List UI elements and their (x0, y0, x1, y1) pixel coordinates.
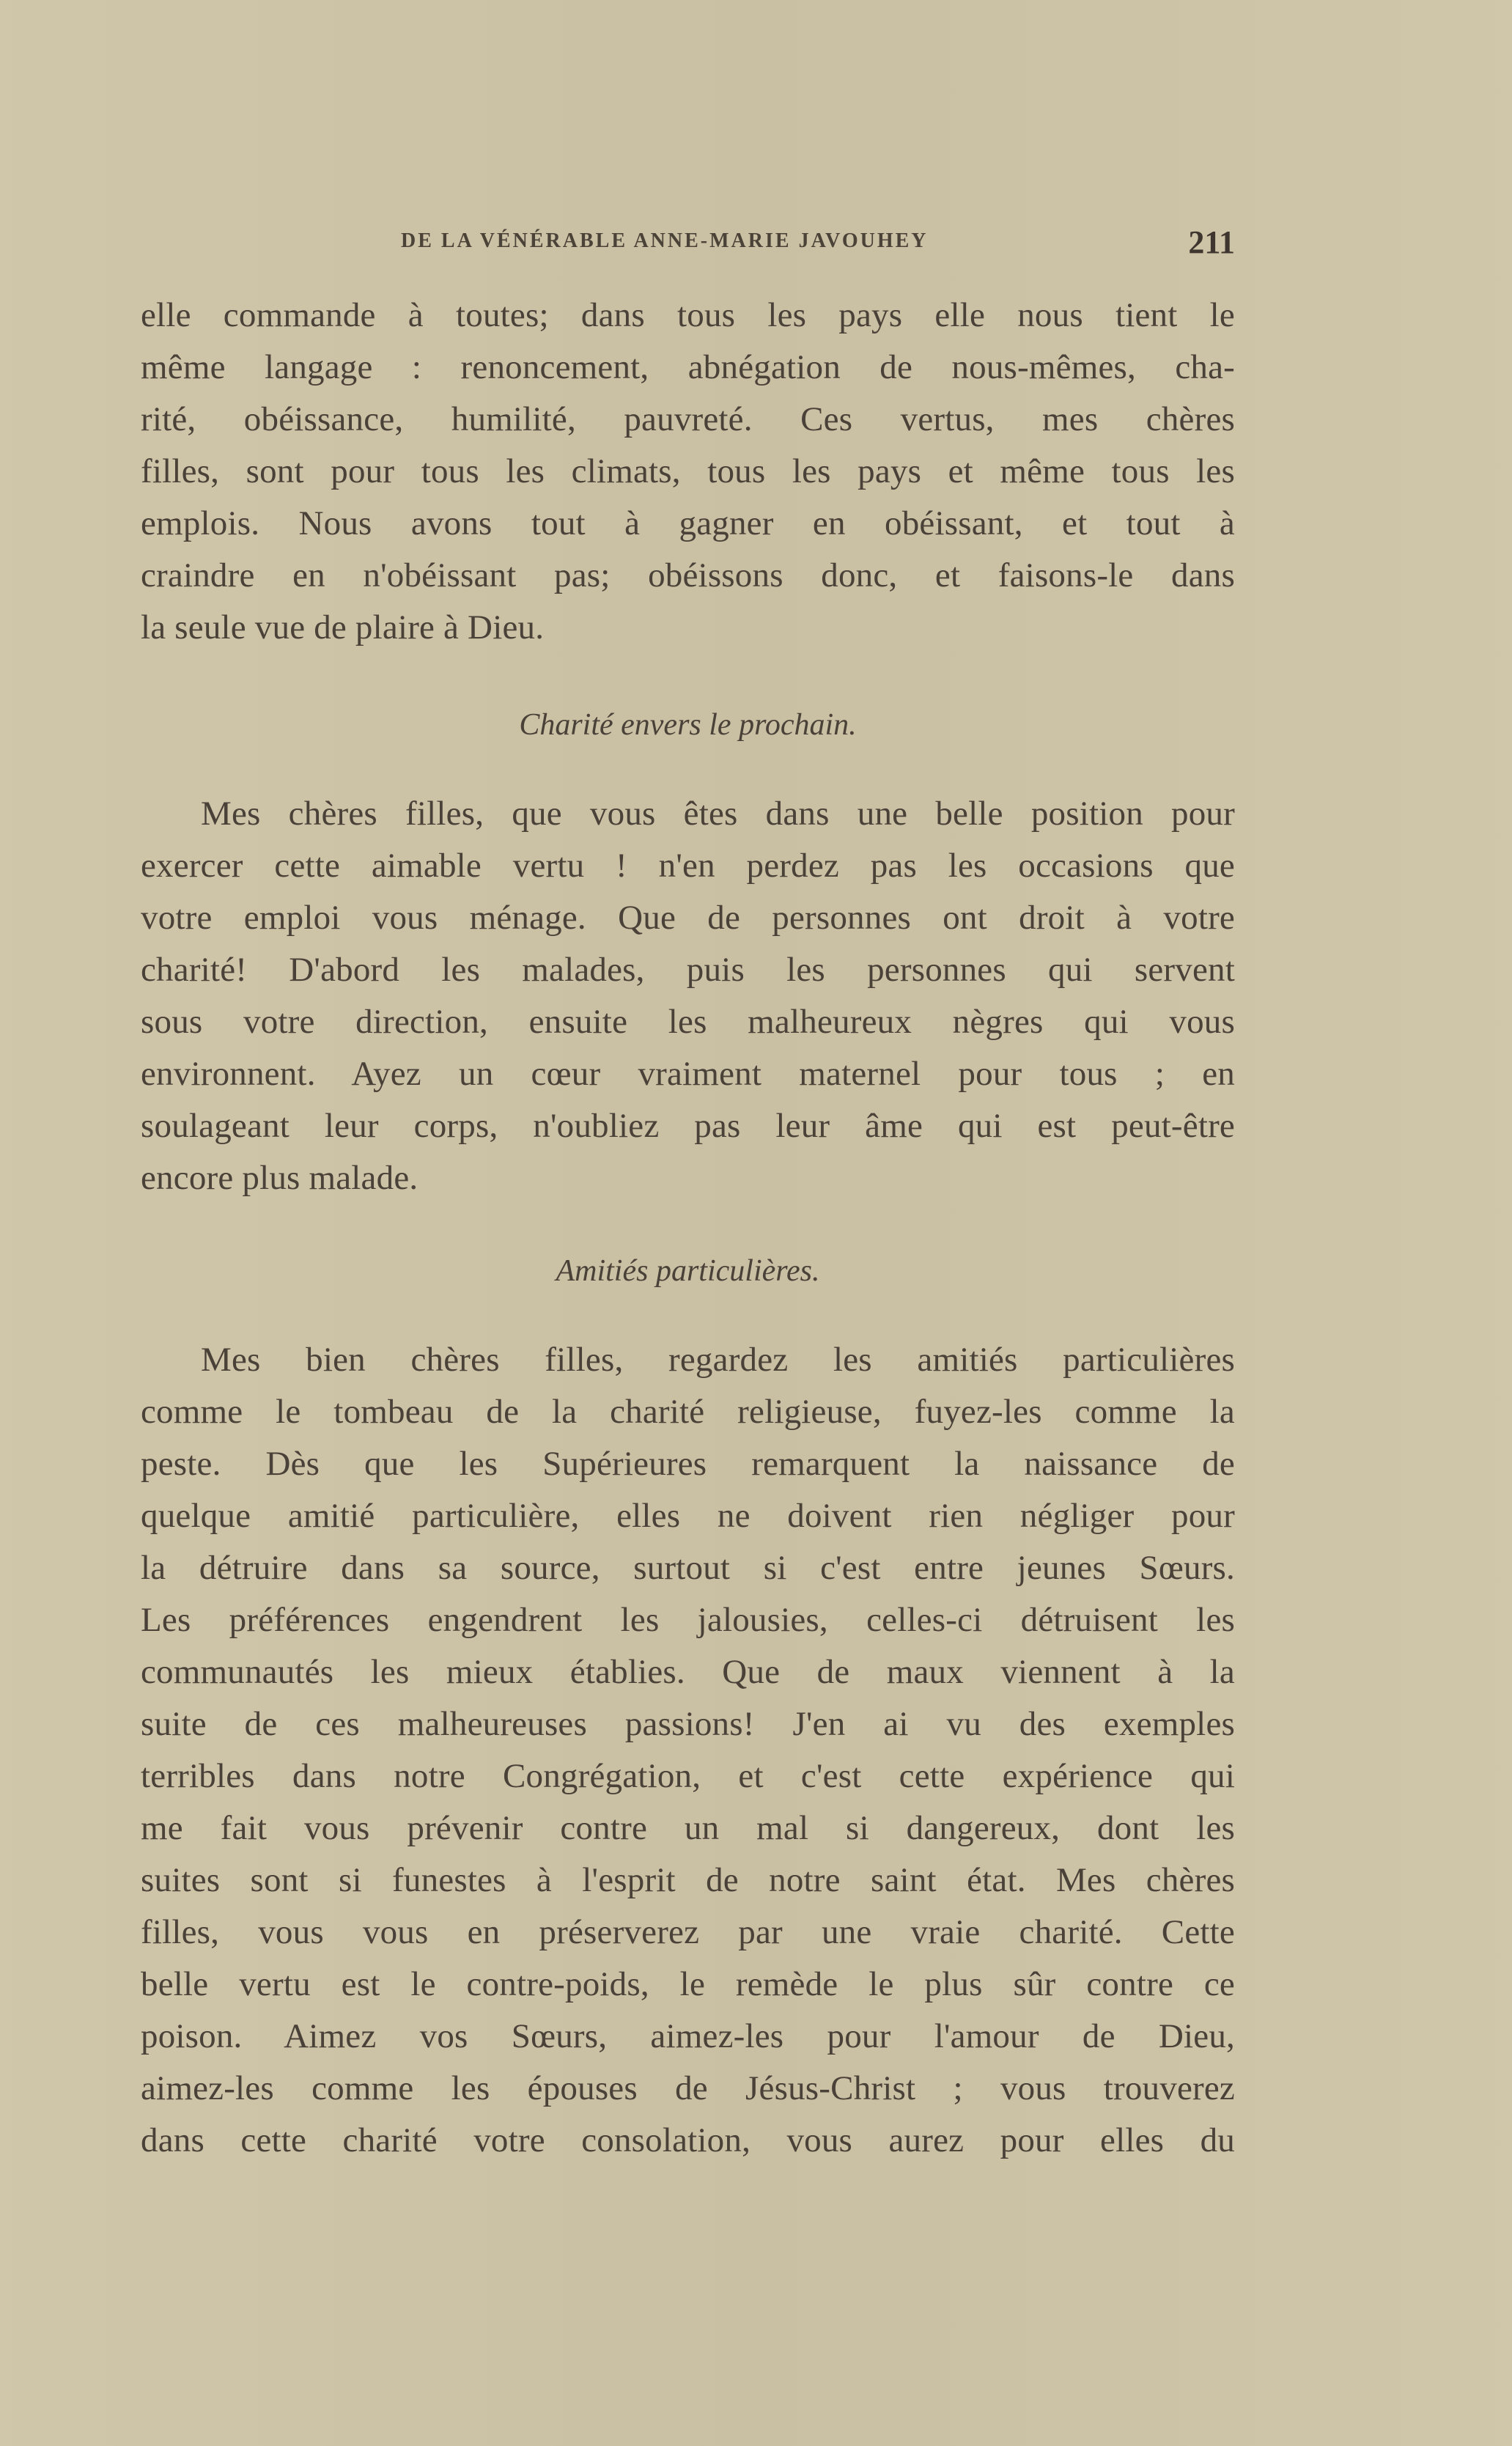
text-line: me fait vous prévenir contre un mal si dangereux, dont les (141, 1809, 1235, 1847)
text-line: filles, sont pour tous les climats, tous les pays et même tous les (141, 452, 1235, 490)
text-line: la détruire dans sa source, surtout si c'est entre jeunes Sœurs. (141, 1549, 1235, 1587)
text-line: belle vertu est le contre-poids, le remède le plus sûr contre ce (141, 1965, 1235, 2003)
section-heading-amities: Amitiés particulières. (556, 1254, 820, 1288)
section-heading-charite: Charité envers le prochain. (519, 708, 857, 742)
text-line: comme le tombeau de la charité religieuse, fuyez-les comme la (141, 1393, 1235, 1431)
text-line: dans cette charité votre consolation, vous aurez pour elles du (141, 2121, 1235, 2159)
text-line: elle commande à toutes; dans tous les pays elle nous tient le (141, 296, 1235, 334)
text-line: encore plus malade. (141, 1159, 418, 1197)
text-line: quelque amitié particulière, elles ne doivent rien négliger pour (141, 1497, 1235, 1535)
text-line: environnent. Ayez un cœur vraiment maternel pour tous ; en (141, 1055, 1235, 1093)
text-line: poison. Aimez vos Sœurs, aimez-les pour l'amour de Dieu, (141, 2017, 1235, 2055)
running-title: DE LA VÉNÉRABLE ANNE-MARIE JAVOUHEY (401, 229, 929, 252)
text-line: la seule vue de plaire à Dieu. (141, 608, 545, 647)
text-line: charité! D'abord les malades, puis les personnes qui servent (141, 951, 1235, 989)
text-line: terribles dans notre Congrégation, et c'est cette expérience qui (141, 1757, 1235, 1795)
text-line: craindre en n'obéissant pas; obéissons donc, et faisons-le dans (141, 556, 1235, 594)
page-number: 211 (1188, 224, 1235, 260)
paragraph-continuation (141, 290, 1235, 654)
text-line: même langage : renoncement, abnégation de nous-mêmes, cha- (141, 348, 1235, 386)
text-line: rité, obéissance, humilité, pauvreté. Ces vertus, mes chères (141, 400, 1235, 438)
text-line: soulageant leur corps, n'oubliez pas leur âme qui est peut-être (141, 1107, 1235, 1145)
text-line: aimez-les comme les épouses de Jésus-Christ ; vous trouverez (141, 2069, 1235, 2107)
text-line: peste. Dès que les Supérieures remarquent la naissance de (141, 1445, 1235, 1483)
text-line: communautés les mieux établies. Que de maux viennent à la (141, 1653, 1235, 1691)
text-line: Mes chères filles, que vous êtes dans une belle position pour (201, 795, 1235, 833)
text-line: suites sont si funestes à l'esprit de notre saint état. Mes chères (141, 1861, 1235, 1899)
text-line: suite de ces malheureuses passions! J'en ai vu des exemples (141, 1705, 1235, 1743)
text-line: Les préférences engendrent les jalousies, celles-ci détruisent les (141, 1601, 1235, 1639)
paragraph-charite (141, 788, 1235, 1204)
text-line: emplois. Nous avons tout à gagner en obéissant, et tout à (141, 504, 1235, 542)
text-line: exercer cette aimable vertu ! n'en perdez pas les occasions que (141, 847, 1235, 885)
text-line: sous votre direction, ensuite les malheureux nègres qui vous (141, 1003, 1235, 1041)
text-line: Mes bien chères filles, regardez les amitiés particulières (201, 1341, 1235, 1379)
running-header (141, 224, 1235, 260)
text-line: votre emploi vous ménage. Que de personnes ont droit à votre (141, 899, 1235, 937)
paragraph-amities (141, 1334, 1235, 2167)
text-line: filles, vous vous en préserverez par une vraie charité. Cette (141, 1913, 1235, 1951)
